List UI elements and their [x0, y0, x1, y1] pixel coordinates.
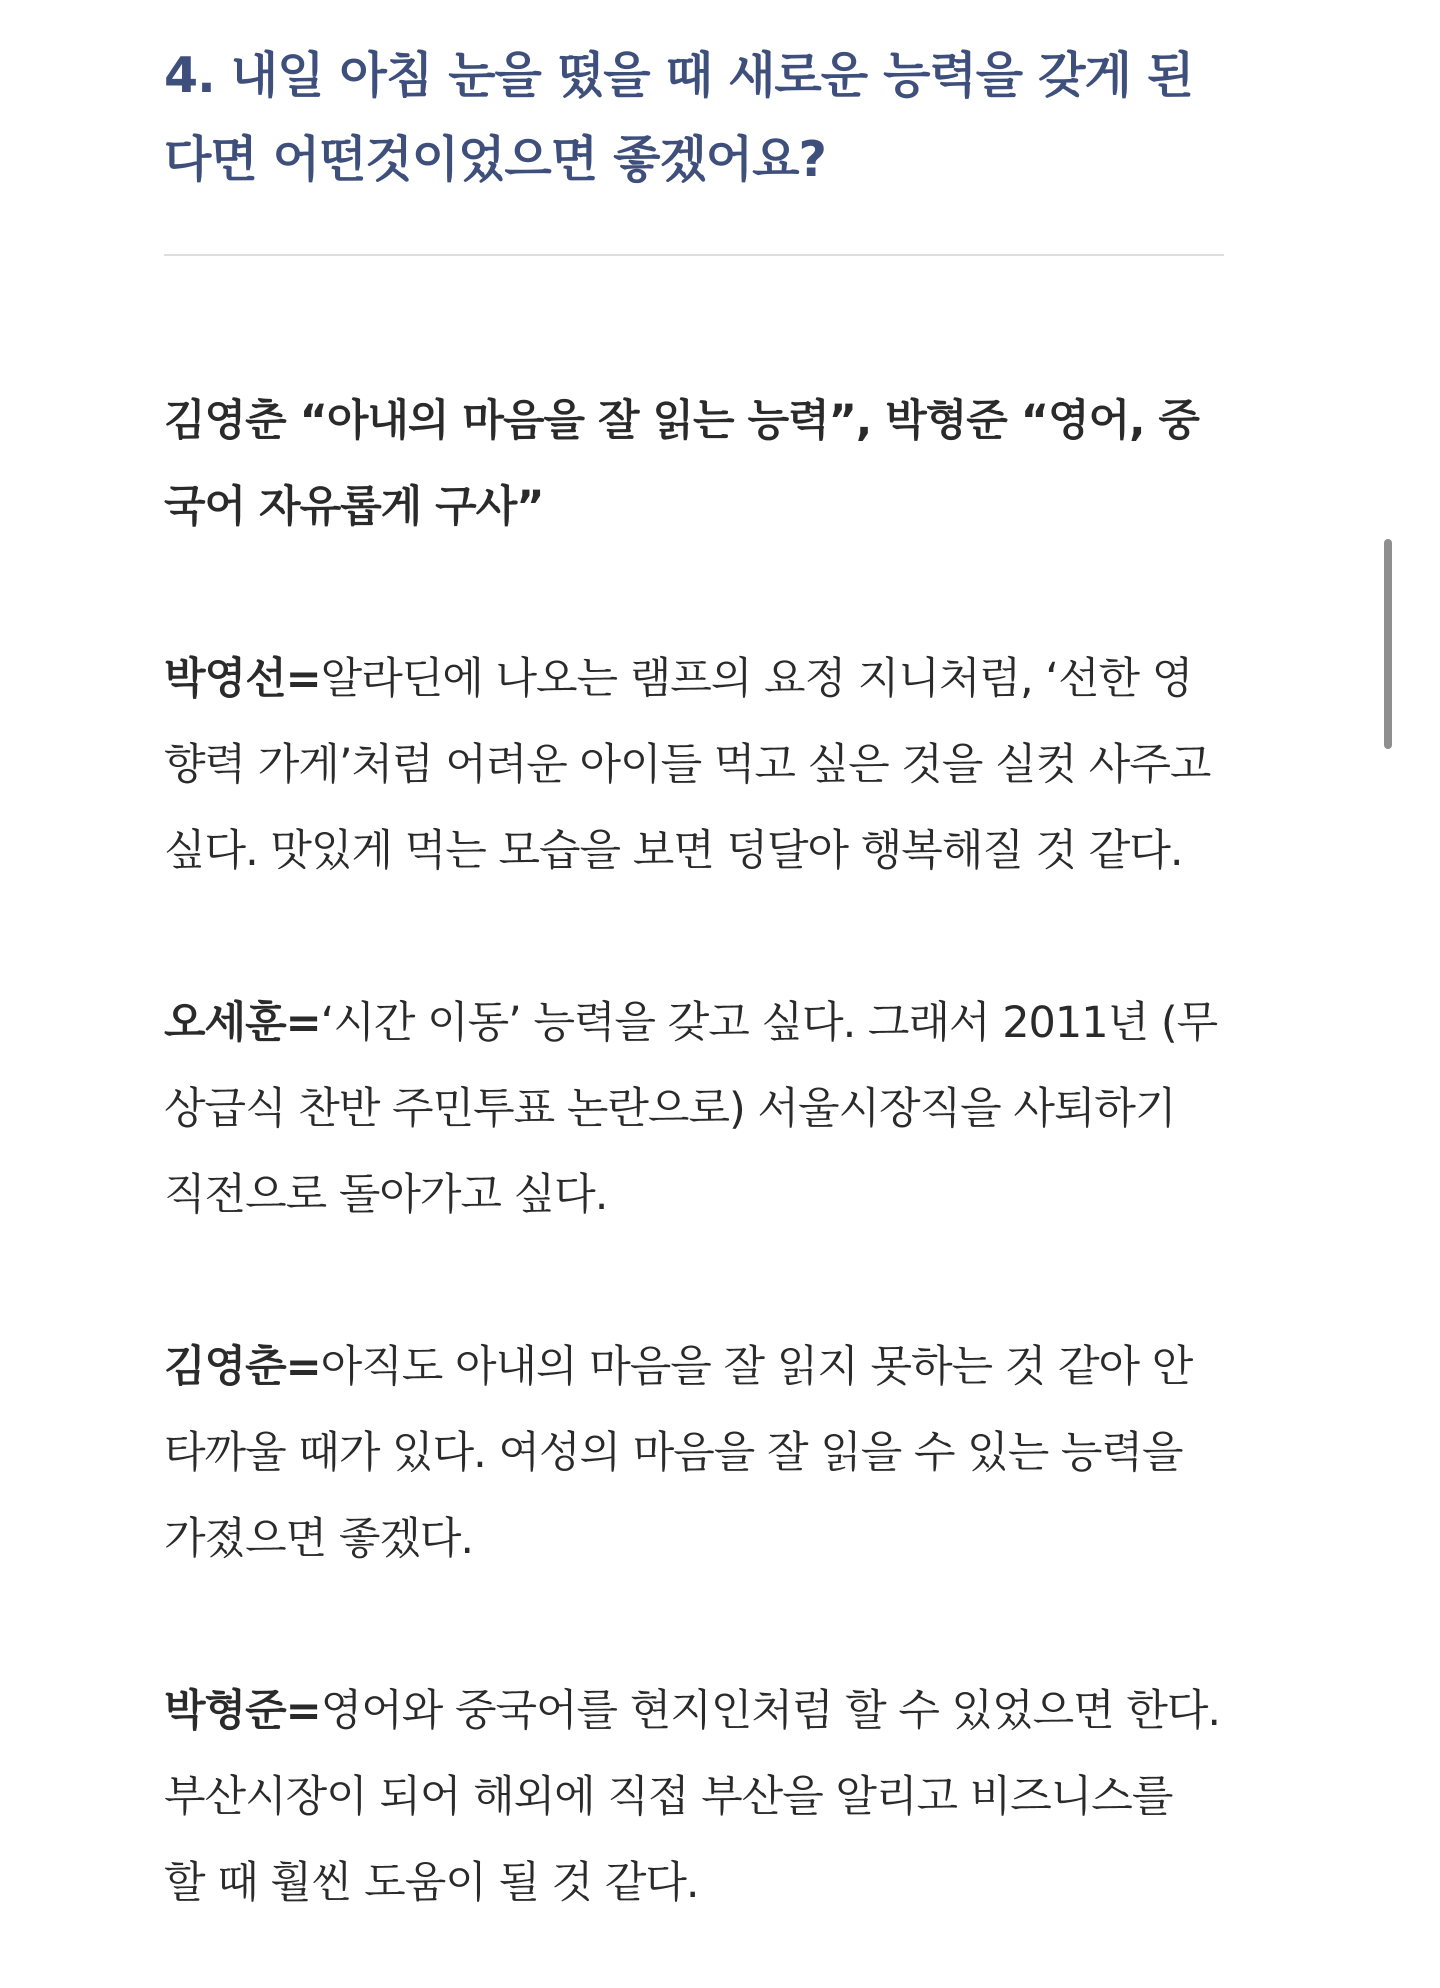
- speaker-name: 오세훈=: [164, 998, 321, 1048]
- answer-paragraph: [164, 1668, 1224, 1926]
- answer-text: 영어와 중국어를 현지인처럼 할 수 있었으면 한다. 부산시장이 되어 해외에 직접 부산을 알리고 비즈니스를 할 때 훨씬 도움이 될 것 같다.: [164, 1686, 1221, 1908]
- answer-text: ‘시간 이동’ 능력을 갖고 싶다. 그래서 2011년 (무상급식 찬반 주민투표 논란으로) 서울시장직을 사퇴하기 직전으로 돌아가고 싶다.: [164, 998, 1218, 1220]
- answer-summary: 김영춘 “아내의 마음을 잘 읽는 능력”, 박형준 “영어, 중국어 자유롭게 구사”: [164, 396, 1199, 532]
- answer-paragraph: [164, 636, 1224, 894]
- section-divider: [164, 254, 1224, 256]
- scrollbar-thumb[interactable]: [1384, 539, 1392, 749]
- question-heading: 4. 내일 아침 눈을 떴을 때 새로운 능력을 갖게 된다면 어떤것이었으면 좋겠어요?: [164, 47, 1194, 188]
- speaker-name: 박영선=: [164, 654, 321, 704]
- answer-text: 아직도 아내의 마음을 잘 읽지 못하는 것 같아 안타까울 때가 있다. 여성의 마음을 잘 읽을 수 있는 능력을 가졌으면 좋겠다.: [164, 1342, 1193, 1564]
- speaker-name: 김영춘=: [164, 1342, 321, 1392]
- answer-paragraph: [164, 980, 1224, 1238]
- answer-paragraph: [164, 1324, 1224, 1582]
- answer-text: 알라딘에 나오는 램프의 요정 지니처럼, ‘선한 영향력 가게’처럼 어려운 아이들 먹고 싶은 것을 실컷 사주고 싶다. 맛있게 먹는 모습을 보면 덩달아 행복해질 것 같다.: [164, 654, 1211, 876]
- speaker-name: 박형준=: [164, 1686, 321, 1736]
- article: [164, 34, 1224, 1926]
